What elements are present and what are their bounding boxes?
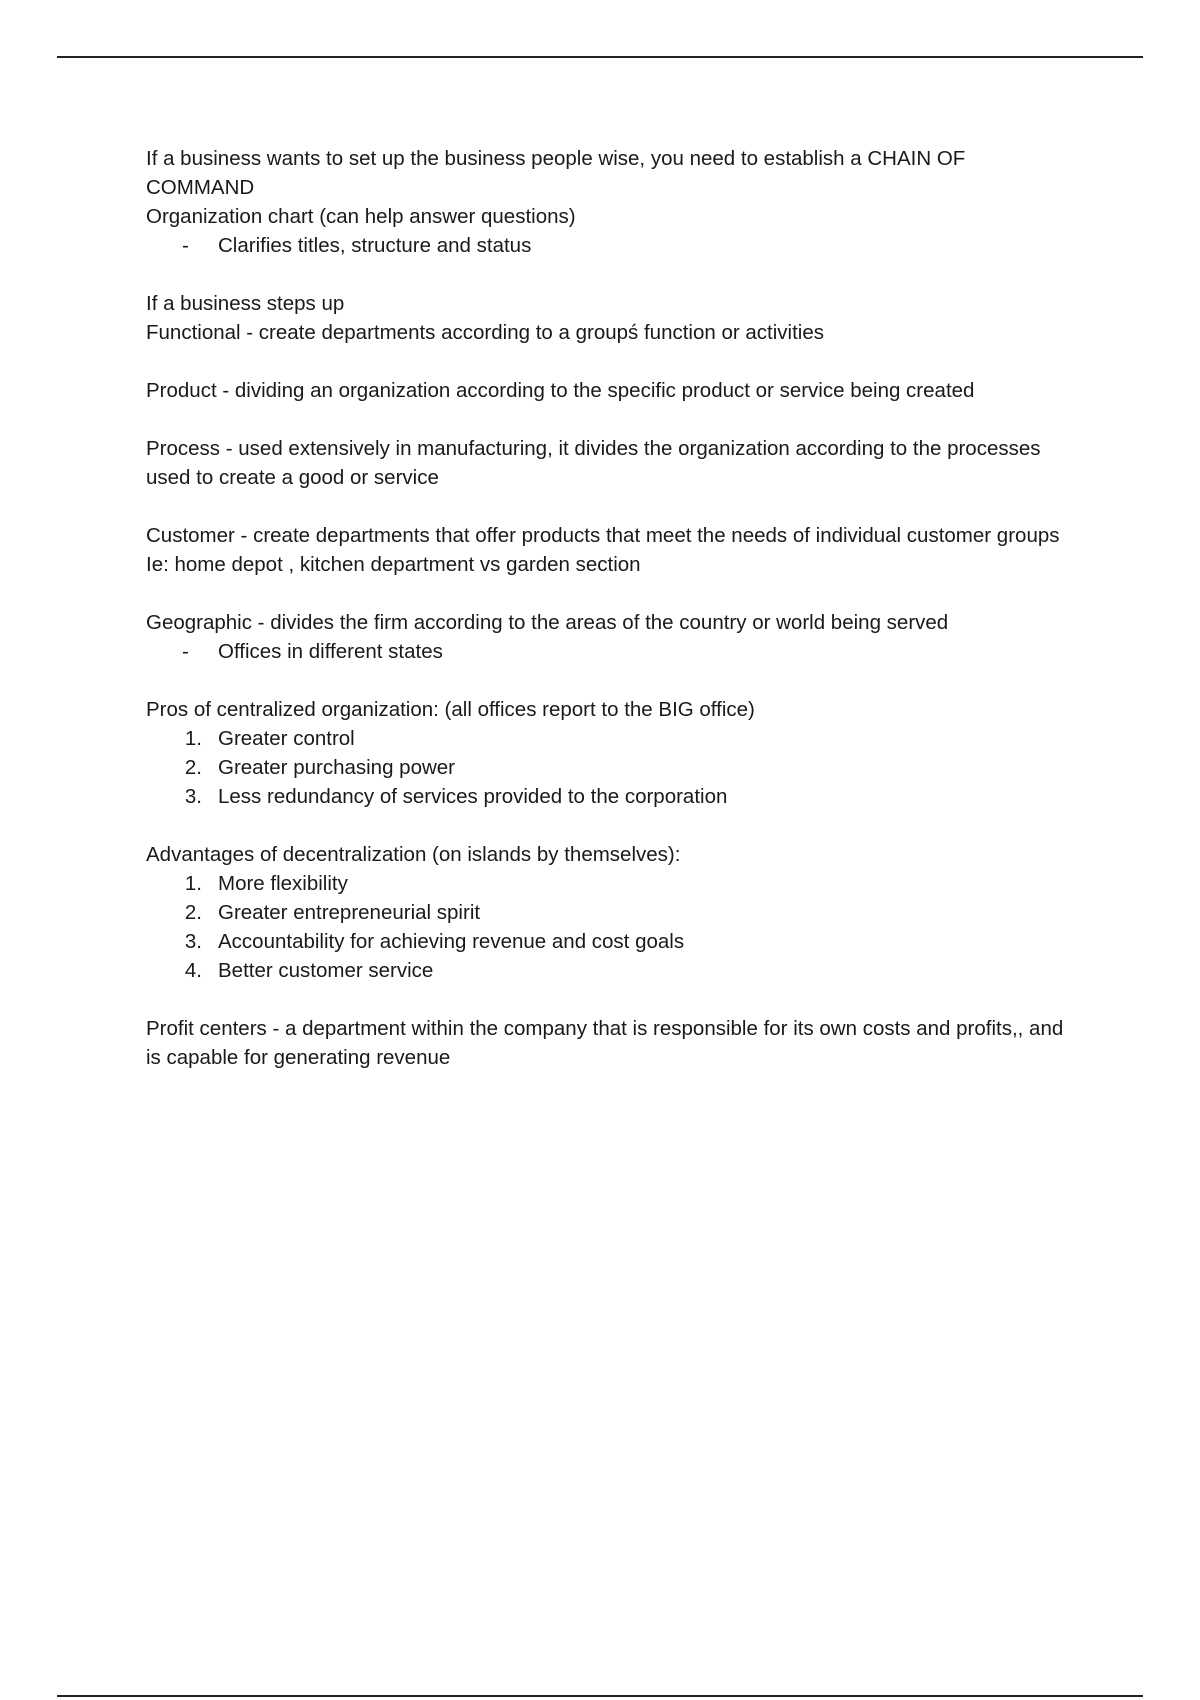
note-paragraph: Product - dividing an organization according to the specific product or service being created xyxy=(146,379,975,402)
list-item xyxy=(146,637,1076,666)
note-paragraph: If a business steps up xyxy=(146,292,345,315)
dash-list xyxy=(146,637,1076,666)
bottom-rule xyxy=(57,1695,1143,1697)
list-item xyxy=(146,869,1076,898)
list-item-text: More flexibility xyxy=(218,872,348,895)
note-paragraph: Process - used extensively in manufacturing, it divides the organization according to the processes used to create a good or service xyxy=(146,437,1041,489)
list-item-text: Clarifies titles, structure and status xyxy=(218,234,532,257)
note-paragraph: Advantages of decentralization (on islands by themselves): xyxy=(146,843,681,866)
list-item xyxy=(146,782,1076,811)
note-paragraph: If a business wants to set up the business people wise, you need to establish a CHAIN OF COMMAND xyxy=(146,147,966,199)
list-number: 3. xyxy=(184,930,202,953)
dash-marker: - xyxy=(182,234,189,257)
list-item xyxy=(146,231,1076,260)
list-item xyxy=(146,724,1076,753)
list-item-text: Less redundancy of services provided to the corporation xyxy=(218,785,728,808)
note-section xyxy=(146,289,1076,347)
list-item xyxy=(146,898,1076,927)
list-item xyxy=(146,927,1076,956)
list-item-text: Greater purchasing power xyxy=(218,756,456,779)
note-section xyxy=(146,608,1076,666)
list-item xyxy=(146,956,1076,985)
list-number: 2. xyxy=(184,901,202,924)
note-section xyxy=(146,521,1076,579)
list-number: 1. xyxy=(184,872,202,895)
list-item-text: Greater control xyxy=(218,727,355,750)
list-item-text: Better customer service xyxy=(218,959,434,982)
dash-list xyxy=(146,231,1076,260)
list-number: 4. xyxy=(184,959,202,982)
note-section xyxy=(146,376,1076,405)
numbered-list xyxy=(146,724,1076,811)
note-section xyxy=(146,840,1076,985)
list-item-text: Offices in different states xyxy=(218,640,443,663)
note-paragraph: Pros of centralized organization: (all offices report to the BIG office) xyxy=(146,698,755,721)
note-paragraph: Functional - create departments according to a groupś function or activities xyxy=(146,321,824,344)
note-paragraph: Profit centers - a department within the company that is responsible for its own costs and profits,, and is capable for generating revenue xyxy=(146,1017,1064,1069)
note-section xyxy=(146,695,1076,811)
note-section xyxy=(146,1014,1076,1072)
note-section xyxy=(146,144,1076,260)
list-number: 2. xyxy=(184,756,202,779)
note-section xyxy=(146,434,1076,492)
list-item xyxy=(146,753,1076,782)
list-item-text: Accountability for achieving revenue and cost goals xyxy=(218,930,685,953)
note-paragraph: Ie: home depot , kitchen department vs garden section xyxy=(146,553,641,576)
top-rule xyxy=(57,56,1143,58)
list-item-text: Greater entrepreneurial spirit xyxy=(218,901,481,924)
dash-marker: - xyxy=(182,640,189,663)
note-paragraph: Geographic - divides the firm according to the areas of the country or world being served xyxy=(146,611,949,634)
numbered-list xyxy=(146,869,1076,985)
note-paragraph: Customer - create departments that offer products that meet the needs of individual customer groups xyxy=(146,524,1060,547)
note-paragraph: Organization chart (can help answer questions) xyxy=(146,205,576,228)
list-number: 3. xyxy=(184,785,202,808)
document-body xyxy=(146,144,1076,1072)
list-number: 1. xyxy=(184,727,202,750)
